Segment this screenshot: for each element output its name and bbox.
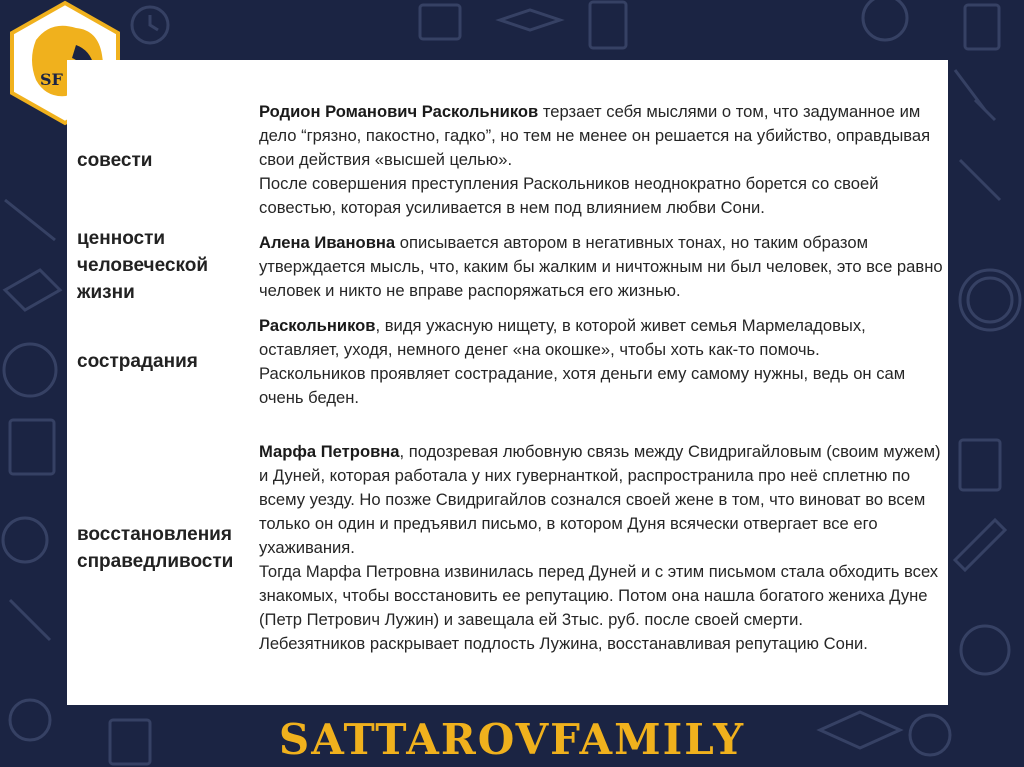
label-value-of-life xyxy=(77,225,247,306)
label-line: справедливости xyxy=(77,551,234,572)
document-icon xyxy=(590,2,626,48)
clock-face xyxy=(968,278,1012,322)
pencil-icon-2 xyxy=(955,520,1005,570)
clock-icon-5 xyxy=(4,344,56,396)
clock-icon-4 xyxy=(961,626,1009,674)
clock-hand xyxy=(150,15,158,30)
label-line: восстановления xyxy=(77,524,232,545)
label-justice xyxy=(77,521,247,575)
desc-justice xyxy=(259,440,944,656)
pencil-icon xyxy=(960,160,1000,200)
character-name: Марфа Петровна xyxy=(259,442,400,461)
graduation-cap-icon xyxy=(500,10,560,30)
paragraph: После совершения преступления Раскольников неоднократно борется со своей совестью, которая усиливается в нем под влиянием любви Сони. xyxy=(259,174,879,217)
label-compassion xyxy=(77,348,247,375)
desc-compassion xyxy=(259,314,944,410)
paragraph-text: , подозревая любовную связь между Свидригайловым (своим мужем) и Дуней, которая работала у них гувернанткой, распространила про неё сплетню по всему уезду. Но позже Свидригайлов сознался своей жене в том, что виноват во всем только он один и предъявил письмо, в котором Дуня всячески отвергает все его ухаживания. xyxy=(259,442,941,557)
paragraph-text: терзает себя мыслями о том, что задуманное им дело “грязно, пакостно, гадко”, но тем не менее он решается на убийство, оправдывая свои действия «высшей целью». xyxy=(259,102,931,169)
notebook-icon xyxy=(960,440,1000,490)
paragraph: Лебезятников раскрывает подлость Лужина, восстанавливая репутацию Сони. xyxy=(259,634,868,653)
label-line: ценности xyxy=(77,228,166,249)
character-name: Раскольников xyxy=(259,316,376,335)
paragraph xyxy=(259,100,944,172)
pencil-icon-3 xyxy=(5,200,55,240)
paper-icon xyxy=(965,5,999,49)
graduation-cap-icon-2 xyxy=(5,270,60,310)
label-line: жизни xyxy=(77,282,135,303)
clock-icon-6 xyxy=(3,518,47,562)
label-line: человеческой xyxy=(77,255,209,276)
paragraph-text: описывается автором в негативных тонах, но таким образом утверждается мысль, что, каким бы жалким и ничтожным ни был человек, это все равно человек и никто не вправе распоряжаться его жизнью. xyxy=(259,233,943,300)
paragraph xyxy=(259,314,944,362)
character-name: Родион Романович Раскольников xyxy=(259,102,539,121)
logo-initials: SF xyxy=(40,70,63,89)
desc-conscience xyxy=(259,100,944,220)
paragraph xyxy=(259,231,944,303)
paragraph xyxy=(259,440,944,560)
paragraph: Раскольников проявляет сострадание, хотя деньги ему самому нужны, ведь он сам очень беден. xyxy=(259,364,906,407)
paragraph: Тогда Марфа Петровна извинилась перед Дуней и с этим письмом стала обходить всех знакомых, чтобы восстановить ее репутацию. Потом она нашла богатого жениха Дуне (Петр Петрович Лужин) и завещала ей 3тыс. руб. после своей смерти. xyxy=(259,562,939,629)
desc-value-of-life xyxy=(259,231,944,303)
document-icon-2 xyxy=(10,420,54,474)
character-name: Алена Ивановна xyxy=(259,233,396,252)
paragraph-text: , видя ужасную нищету, в которой живет семья Мармеладовых, оставляет, уходя, немного денег «на окошке», чтобы хоть как-то помочь. xyxy=(259,316,866,359)
label-line: сострадания xyxy=(77,351,198,372)
book-icon xyxy=(420,5,460,39)
pencil-icon-4 xyxy=(10,600,50,640)
content-panel xyxy=(67,60,948,705)
glasses-icon xyxy=(955,70,995,120)
footer-brand: SATTAROVFAMILY xyxy=(278,715,746,764)
label-line: совести xyxy=(77,150,153,171)
clock-icon-2 xyxy=(863,0,907,40)
label-conscience xyxy=(77,147,247,174)
